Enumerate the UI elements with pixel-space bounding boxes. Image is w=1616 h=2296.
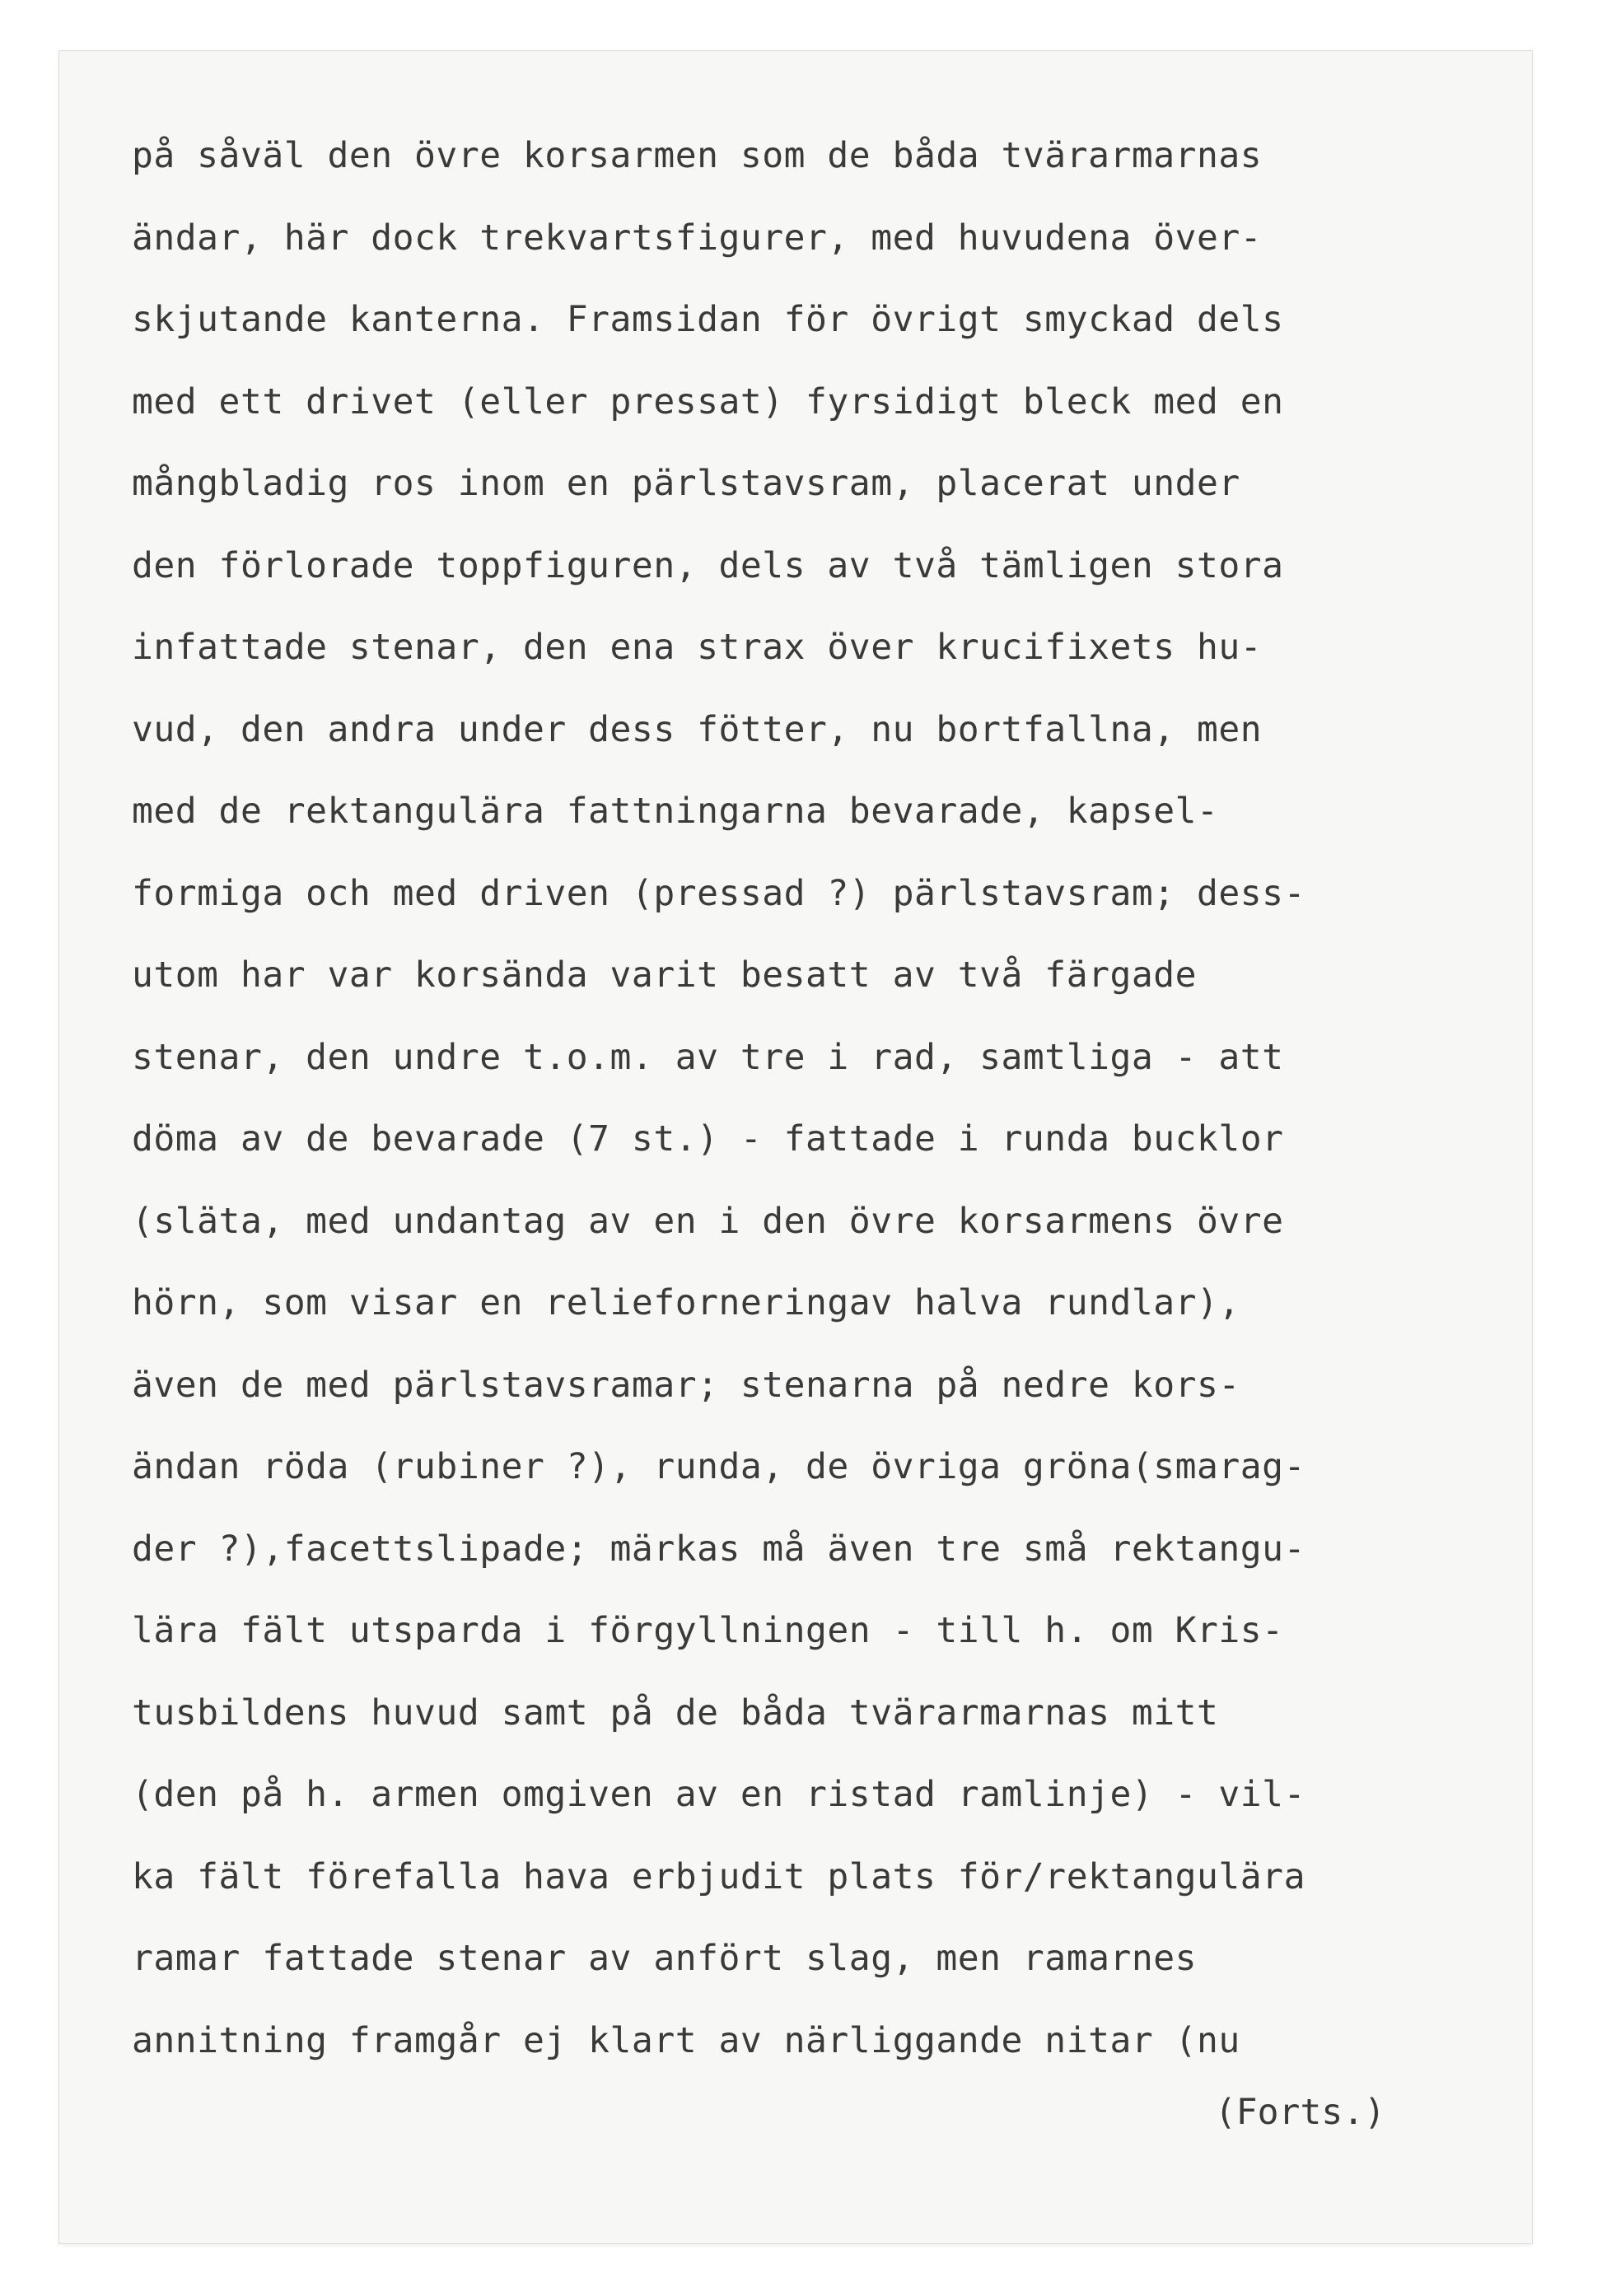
text-line: ramar fattade stenar av anfört slag, men ramarnes [132, 1938, 1198, 1979]
text-line: infattade stenar, den ena strax över krucifixets hu- [132, 627, 1263, 668]
text-line: ändan röda (rubiner ?), runda, de övriga gröna(smarag- [132, 1446, 1305, 1487]
text-line: döma av de bevarade (7 st.) - fattade i runda bucklor [132, 1118, 1284, 1160]
text-line: vud, den andra under dess fötter, nu bortfallna, men [132, 708, 1263, 750]
text-line: annitning framgår ej klart av närliggande nitar (nu [132, 2019, 1240, 2061]
text-line: utom har var korsända varit besatt av två färgade [132, 954, 1198, 996]
text-line: hörn, som visar en relieforneringav halva rundlar), [132, 1282, 1240, 1323]
text-line: ka fält förefalla hava erbjudit plats för/rektangulära [132, 1855, 1305, 1897]
text-line: lära fält utsparda i förgyllningen - till h. om Kris- [132, 1610, 1284, 1651]
text-line: den förlorade toppfiguren, dels av två tämligen stora [132, 544, 1284, 586]
text-line: tusbildens huvud samt på de båda tvärarmarnas mitt [132, 1692, 1219, 1734]
text-line: formiga och med driven (pressad ?) pärlstavsram; dess- [132, 872, 1305, 914]
text-line: på såväl den övre korsarmen som de båda tvärarmarnas [132, 135, 1263, 176]
text-line: ändar, här dock trekvartsfigurer, med huvudena över- [132, 217, 1263, 259]
text-line: (den på h. armen omgiven av en ristad ramlinje) - vil- [132, 1774, 1305, 1815]
typed-text-body [132, 115, 1491, 2082]
text-line: (släta, med undantag av en i den övre korsarmens övre [132, 1200, 1284, 1242]
text-line: med de rektangulära fattningarna bevarade, kapsel- [132, 791, 1219, 832]
text-line: skjutande kanterna. Framsidan för övrigt smyckad dels [132, 299, 1284, 340]
text-line: mångbladig ros inom en pärlstavsram, placerat under [132, 463, 1240, 504]
text-line: der ?),facettslipade; märkas må även tre små rektangu- [132, 1528, 1305, 1570]
text-line: stenar, den undre t.o.m. av tre i rad, samtliga - att [132, 1036, 1284, 1078]
text-line: även de med pärlstavsramar; stenarna på nedre kors- [132, 1364, 1240, 1406]
text-line: med ett drivet (eller pressat) fyrsidigt bleck med en [132, 380, 1284, 422]
continuation-note: (Forts.) [1214, 2092, 1385, 2133]
